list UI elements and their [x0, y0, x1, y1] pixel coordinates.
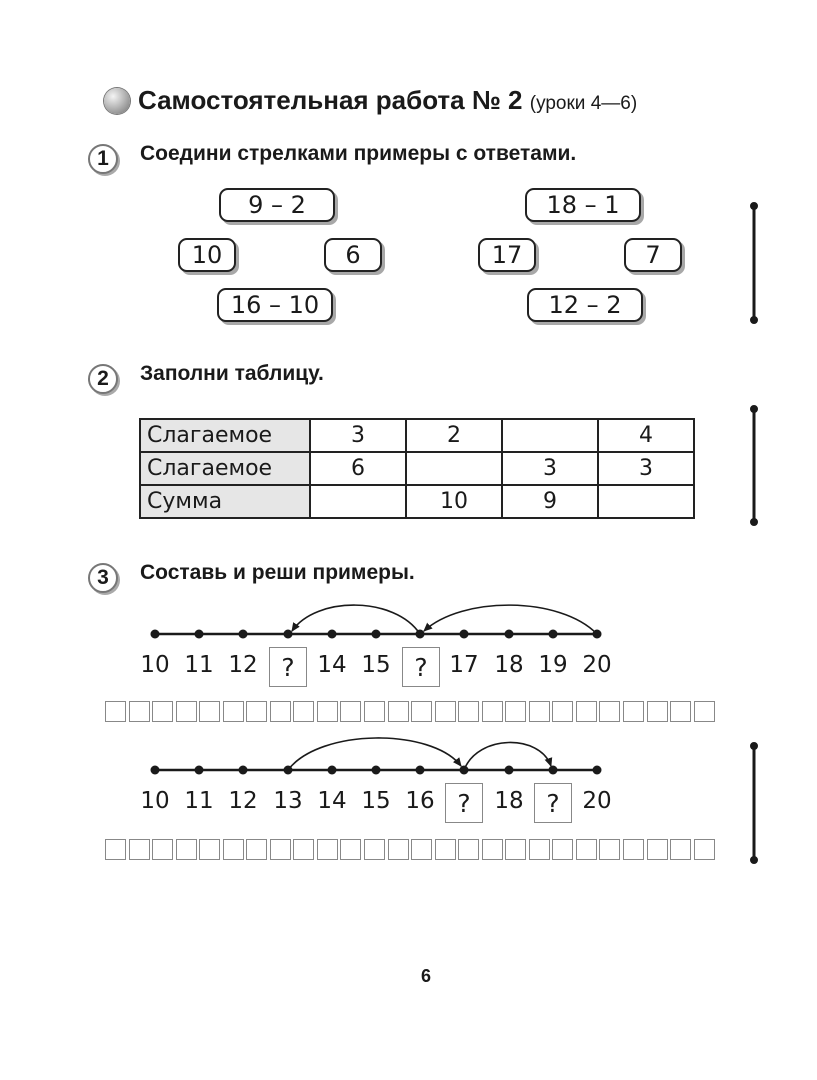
- example-9-minus-2[interactable]: 9 – 2: [219, 188, 335, 222]
- example-12-minus-2[interactable]: 12 – 2: [527, 288, 643, 322]
- number-label: 19: [538, 652, 568, 678]
- task-3-title: Составь и реши примеры.: [140, 561, 415, 584]
- number-label: 17: [449, 652, 479, 678]
- answer-box[interactable]: ?: [534, 783, 572, 823]
- number-label: 20: [582, 788, 612, 814]
- row-label: Сумма: [140, 485, 310, 518]
- arc-13-to-17: [288, 738, 461, 770]
- table-cell[interactable]: 2: [406, 419, 502, 452]
- answer-cell-row-2[interactable]: [105, 839, 717, 860]
- number-label: 13: [273, 788, 303, 814]
- answer-box[interactable]: ?: [402, 647, 440, 687]
- answer-box[interactable]: ?: [445, 783, 483, 823]
- number-label: 11: [184, 788, 214, 814]
- task-2-number: 2: [88, 364, 118, 394]
- answer-6[interactable]: 6: [324, 238, 382, 272]
- number-label: 18: [494, 652, 524, 678]
- page-number: 6: [421, 966, 432, 986]
- answer-17[interactable]: 17: [478, 238, 536, 272]
- number-label: 10: [140, 652, 170, 678]
- table-cell[interactable]: 3: [310, 419, 406, 452]
- answer-7[interactable]: 7: [624, 238, 682, 272]
- table-cell[interactable]: 3: [598, 452, 694, 485]
- table-cell[interactable]: 4: [598, 419, 694, 452]
- table-cell[interactable]: 9: [502, 485, 598, 518]
- row-label: Слагаемое: [140, 419, 310, 452]
- side-bar-task-2: [751, 406, 758, 526]
- page-subtitle: (уроки 4—6): [529, 93, 638, 114]
- page-title-text: Самостоятельная работа № 2: [138, 85, 523, 115]
- side-bar-task-3: [751, 743, 758, 864]
- number-label: 16: [405, 788, 435, 814]
- number-label: 11: [184, 652, 214, 678]
- arc-20-to-16: [424, 605, 597, 634]
- arc-16-to-13: [292, 605, 420, 634]
- table-cell[interactable]: 10: [406, 485, 502, 518]
- side-bar-task-1: [751, 203, 758, 324]
- number-label: 12: [228, 652, 258, 678]
- number-label: 15: [361, 652, 391, 678]
- number-label: 14: [317, 652, 347, 678]
- example-16-minus-10[interactable]: 16 – 10: [217, 288, 333, 322]
- task-1-title: Соедини стрелками примеры с ответами.: [140, 142, 577, 165]
- answer-box[interactable]: ?: [269, 647, 307, 687]
- task-1-number: 1: [88, 144, 118, 174]
- number-label: 18: [494, 788, 524, 814]
- row-label: Слагаемое: [140, 452, 310, 485]
- answer-cell-row-1[interactable]: [105, 701, 717, 722]
- number-label: 10: [140, 788, 170, 814]
- task-3-number: 3: [88, 563, 118, 593]
- task-2-title: Заполни таблицу.: [140, 362, 324, 385]
- example-18-minus-1[interactable]: 18 – 1: [525, 188, 641, 222]
- answer-10[interactable]: 10: [178, 238, 236, 272]
- table-cell[interactable]: 6: [310, 452, 406, 485]
- number-label: 15: [361, 788, 391, 814]
- number-label: 14: [317, 788, 347, 814]
- number-label: 12: [228, 788, 258, 814]
- table-cell[interactable]: 3: [502, 452, 598, 485]
- number-label: 20: [582, 652, 612, 678]
